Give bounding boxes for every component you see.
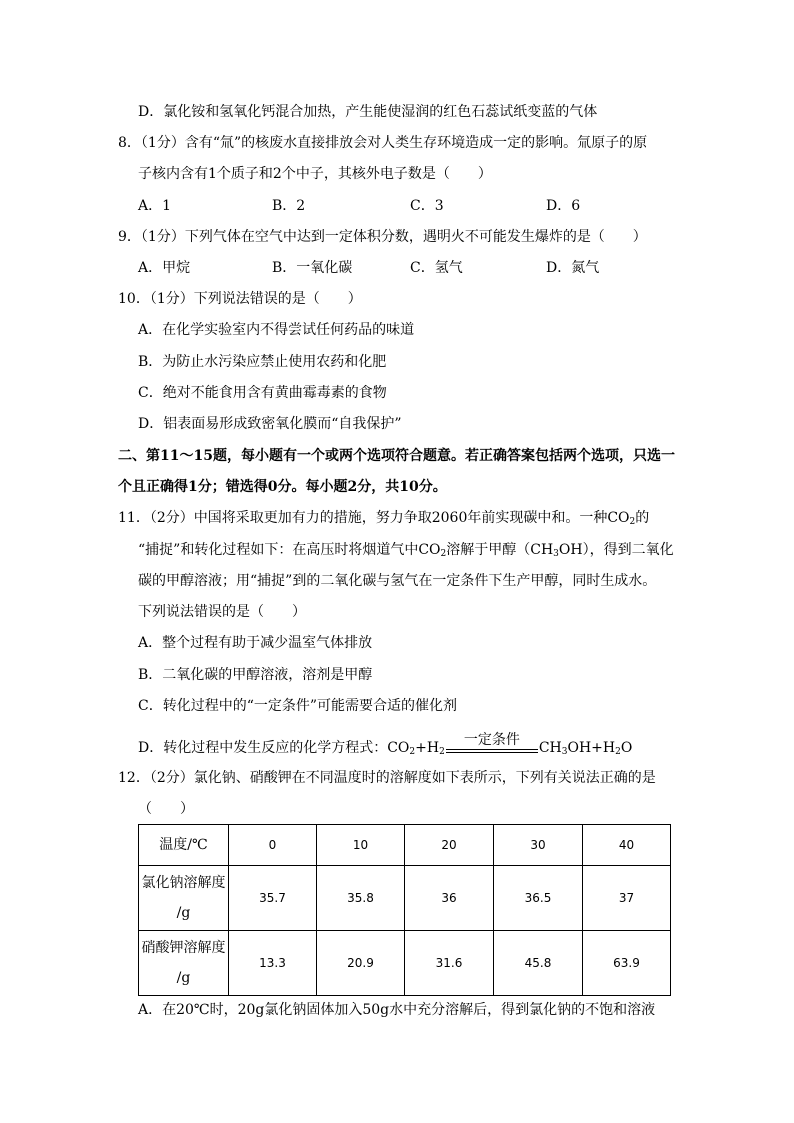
question-8-option-b: B．2: [272, 198, 306, 214]
question-9-option-c: C．氢气: [410, 260, 463, 276]
section-2-heading-line1: 二、第11～15题，每小题有一个或两个选项符合题意。若正确答案包括两个选项，只选一: [118, 448, 675, 464]
question-11-option-b: B．二氧化碳的甲醇溶液，溶剂是甲醇: [138, 667, 373, 683]
q7-option-d: D．氯化铵和氢氧化钙混合加热，产生能使湿润的红色石蕊试纸变蓝的气体: [138, 104, 598, 120]
question-11-stem-line1: 11．（2分）中国将采取更加有力的措施，努力争取2060年前实现碳中和。一种$CO_2$的: [118, 510, 650, 527]
question-11-option-c: C．转化过程中的“一定条件”可能需要合适的催化剂: [138, 698, 458, 714]
table-cell: 45.8: [494, 931, 583, 996]
question-10-stem: 10．（1分）下列说法错误的是（ ）: [118, 291, 362, 307]
equals-bar-bottom: [446, 752, 538, 753]
reaction-condition-label: 一定条件: [463, 732, 520, 748]
question-12-stem-line1: 12．（2分）氯化钠、硝酸钾在不同温度时的溶解度如下表所示，下列有关说法正确的是: [118, 770, 656, 786]
question-8-stem-line2: 子核内含有1个质子和2个中子，其核外电子数是（ ）: [138, 166, 492, 182]
section-2-heading-line2: 个且正确得1分；错选得0分。每小题2分，共10分。: [118, 479, 447, 495]
question-10-option-c: C．绝对不能食用含有黄曲霉毒素的食物: [138, 385, 387, 401]
question-10-option-d: D．铝表面易形成致密氧化膜而“自我保护”: [138, 416, 402, 432]
table-header-cell: 20: [405, 825, 494, 866]
question-11-option-a: A．整个过程有助于减少温室气体排放: [138, 635, 373, 651]
equals-bar-top: [446, 749, 538, 750]
table-cell: 35.8: [317, 866, 405, 931]
question-9-option-a: A．甲烷: [138, 260, 191, 276]
table-cell: 63.9: [583, 931, 671, 996]
table-header-cell: 0: [229, 825, 317, 866]
question-9-option-d: D．氮气: [546, 260, 600, 276]
table-cell: 13.3: [229, 931, 317, 996]
reaction-condition-arrow: [446, 732, 538, 756]
table-cell: 35.7: [229, 866, 317, 931]
question-10-option-b: B．为防止水污染应禁止使用农药和化肥: [138, 354, 387, 370]
table-row: [139, 866, 671, 931]
table-cell: 36: [405, 866, 494, 931]
question-9-option-b: B．一氧化碳: [272, 260, 353, 276]
question-8-stem-line1: 8．（1分）含有“氚”的核废水直接排放会对人类生存环境造成一定的影响。氚原子的原: [118, 135, 648, 151]
question-8-option-c: C．3: [410, 198, 444, 214]
table-cell: 37: [583, 866, 671, 931]
table-cell: 20.9: [317, 931, 405, 996]
table-header-cell: 40: [583, 825, 671, 866]
solubility-table: [138, 824, 671, 996]
table-cell: 31.6: [405, 931, 494, 996]
table-row-label: 氯化钠溶解度 /g: [139, 866, 229, 931]
table-header-cell: 10: [317, 825, 405, 866]
table-header-cell: 30: [494, 825, 583, 866]
table-row: [139, 931, 671, 996]
question-8-option-d: D．6: [546, 198, 581, 214]
question-11-stem-line4: 下列说法错误的是（ ）: [138, 604, 306, 620]
table-cell: 36.5: [494, 866, 583, 931]
table-header-cell: 温度/℃: [139, 825, 229, 866]
question-12-stem-line2: （ ）: [138, 801, 194, 817]
question-9-stem: 9．（1分）下列气体在空气中达到一定体积分数，遇明火不可能发生爆炸的是（ ）: [118, 229, 647, 245]
table-header-row: [139, 825, 671, 866]
question-11-option-d: D．转化过程中发生反应的化学方程式：$CO_2+H_2$ 一定条件 $CH_3OH+H_2O$: [138, 732, 633, 757]
table-row-label: 硝酸钾溶解度 /g: [139, 931, 229, 996]
question-8-option-a: A．1: [138, 198, 172, 214]
question-11-stem-line2: “捕捉”和转化过程如下：在高压时将烟道气中$CO_2$溶解于甲醇$(CH_3OH)$，得到二氧化: [138, 542, 674, 559]
question-11-stem-line3: 碳的甲醇溶液；用“捕捉”到的二氧化碳与氢气在一定条件下生产甲醇，同时生成水。: [138, 573, 657, 589]
question-12-option-a: A．在20℃时，20g氯化钠固体加入50g水中充分溶解后，得到氯化钠的不饱和溶液: [138, 1002, 656, 1018]
question-10-option-a: A．在化学实验室内不得尝试任何药品的味道: [138, 322, 415, 338]
